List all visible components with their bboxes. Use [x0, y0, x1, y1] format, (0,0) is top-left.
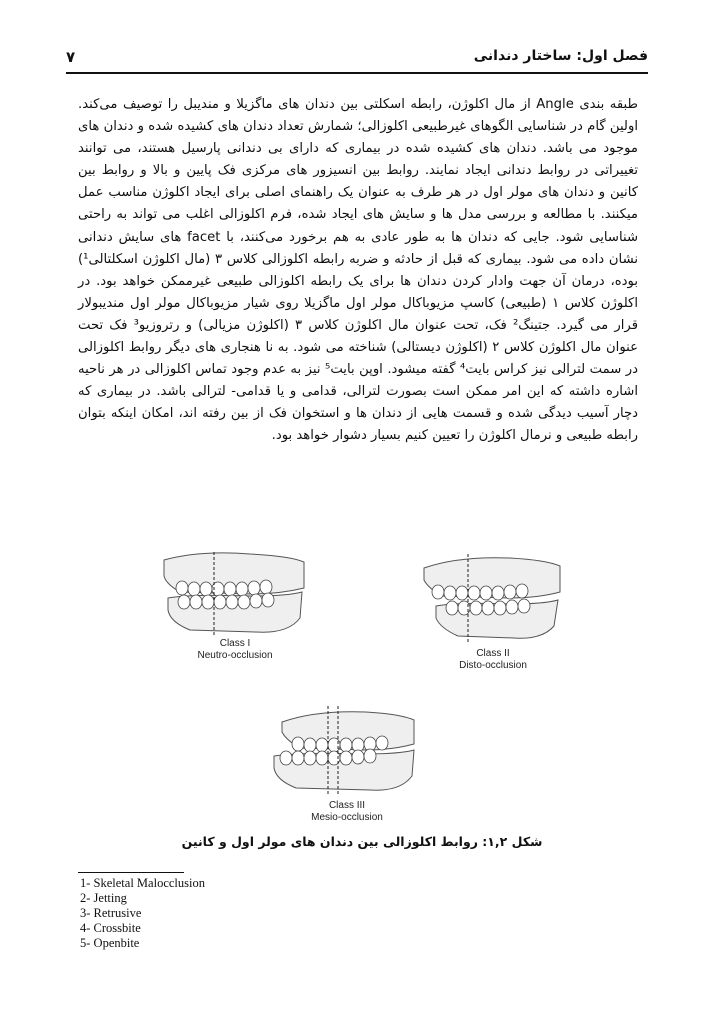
figure-class-2 — [418, 548, 568, 678]
page-number: ٧ — [66, 48, 76, 66]
body-paragraph: طبقه بندی Angle از مال اکلوژن، رابطه اسکلتی بین دندان های ماگزیلا و مندیبل را توصیف می‌کند. اولین گام در شناسایی الگوهای غیرطبیعی اکلوزالی؛ شمارش تعداد دندان های کشیده شده و دندان های موجود می باشد. دندان های کشیده شده در بیماری که دارای بی دندانی پارسیل هستند، می توانند تغییراتی در روابط دندانی ایجاد نمایند. روابط بین انسیزور های مرکزی فک پایین و بالا و روابط بین کانین و دندان های مولر اول در هر طرف به عنوان یک راهنمای اصلی برای ایجاد اکلوژن مناسب عمل میکنند. با مطالعه و بررسی مدل ها و سایش های ایجاد شده، فرم اکلوزالی اغلب می تواند به راحتی شناسایی شود. جایی که دندان ها به طور عادی به هم برخورد می‌کنند، با facet های سایش دندانی نشان داده می شود. بیماری که قبل از حادثه و ضربه رابطه اکلوزالی کلاس ۳ (مال اکلوژن اسکلتالی¹) بوده، درمان آن جهت وادار کردن دندان ها برای یک رابطه اکلوزالی طبیعی غیرممکن خواهد بود. در اکلوژن کلاس ۱ (طبیعی) کاسپ مزیوباکال مولر اول ماگزیلا روی شیار مزیوباکال مولر اول مندیبولار قرار می گیرد. جتینگ² فک، تحت عنوان مال اکلوژن کلاس ۳ (اکلوژن مزیالی) و رتروزیو³ فک تحت عنوان مال اکلوژن کلاس ۲ (اکلوژن دیستالی) شناخته می شود. به نا هنجاری های دیگر روابط اکلوزالی در سمت لترالی نیز کراس بایت⁴ گفته میشود. اوپن بایت⁵ نیز به عدم وجود تماس اکلوزالی در هر ناحیه اشاره داشته که این امر ممکن است بصورت لترالی، قدامی و یا قدامی- لترالی باشد. در بیماری که دچار آسیب دیدگی شده و قسمت هایی از دندان ها و استخوان فک از بین رفته اند، امکان اینکه بتوان رابطه طبیعی و نرمال اکلوژن را تعیین کنیم بسیار دشوار خواهد بود. — [78, 97, 639, 444]
jaw-illustration-class-2 — [418, 548, 568, 648]
class-label: Class I — [219, 638, 251, 649]
page-header — [66, 44, 648, 72]
class-label: Class III — [328, 800, 366, 811]
footnote-item: 4- Crossbite — [80, 921, 141, 935]
occlusion-label: Neutro-occlusion — [197, 650, 273, 661]
footnote-item: 1- Skeletal Malocclusion — [80, 876, 205, 890]
figure-caption: شکل ۱,۲: روابط اکلوزالی بین دندان های مولر اول و کانین — [181, 834, 543, 849]
jaw-illustration-class-1 — [160, 548, 310, 640]
figure-class-3 — [272, 700, 422, 830]
footnote-rule — [78, 872, 184, 873]
footnote-item: 5- Openbite — [80, 936, 140, 950]
footnote-item: 2- Jetting — [80, 891, 127, 905]
chapter-title: فصل اول: ساختار دندانی — [473, 48, 648, 64]
occlusion-label: Disto-occlusion — [459, 660, 527, 671]
header-rule — [66, 72, 648, 74]
jaw-illustration-class-3 — [272, 700, 422, 798]
occlusion-label: Mesio-occlusion — [311, 812, 383, 823]
footnotes-list — [80, 876, 205, 951]
footnote-item: 3- Retrusive — [80, 906, 142, 920]
class-label: Class II — [476, 648, 510, 659]
figure-class-1 — [160, 548, 310, 668]
